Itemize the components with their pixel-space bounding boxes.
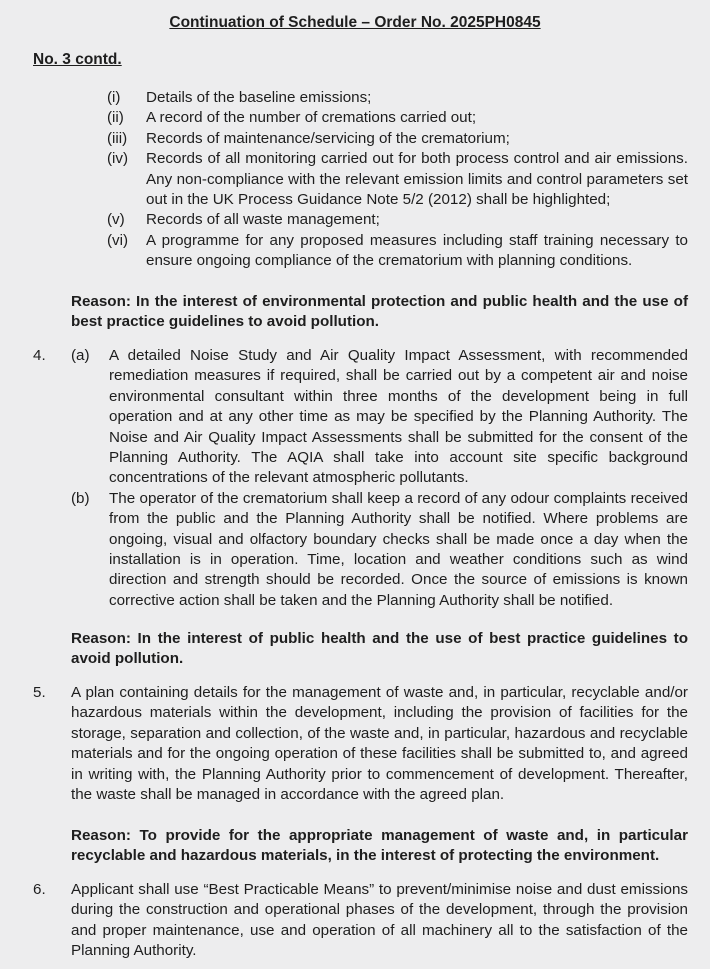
condition-5 (33, 683, 688, 805)
condition-3-reason: Reason: In the interest of environmental protection and public health and the use of best practice guidelines to avoid pollution. (71, 293, 688, 331)
condition-6-text: Applicant shall use “Best Practicable Means” to prevent/minimise noise and dust emissions during the construction and operational phases of the development, through the provision and proper maintenance, use and operation of all machinery all to the satisfaction of the Planning Authority. (71, 881, 688, 960)
list-item-text: Records of all monitoring carried out for both process control and air emissions. Any non-compliance with the relevant emission limits and control parameters set out in the UK Process Guidance Note 5/2 (2012) shall be highlighted; (146, 150, 688, 209)
condition-4-body (71, 346, 688, 611)
list-item (107, 149, 688, 210)
list-item-text: A programme for any proposed measures including staff training necessary to ensure ongoing compliance of the crematorium with planning conditions. (146, 231, 688, 270)
sub-item-text: A detailed Noise Study and Air Quality Impact Assessment, with recommended remediation measures if required, shall be carried out by a competent air and noise environmental consultant within three months of the development being in full operation and at any other time as may be specified by the Planning Authority. The Noise and Air Quality Impact Assessments shall be submitted for the consent of the Planning Authority. The AQIA shall take into account site specific background concentrations of the relevant atmospheric pollutants. (109, 347, 688, 487)
condition-4-reason: Reason: In the interest of public health and the use of best practice guidelines to avoid pollution. (71, 630, 688, 668)
condition-5-reason: Reason: To provide for the appropriate management of waste and, in particular recyclable and hazardous materials, in the interest of protecting the environment. (71, 827, 688, 865)
list-item-label: (vi) (107, 231, 129, 249)
condition-3-list (107, 88, 688, 272)
list-item (107, 210, 688, 230)
list-item (107, 129, 688, 149)
sub-item-label: (a) (71, 347, 90, 364)
list-item (107, 108, 688, 128)
list-item-text: Records of all waste management; (146, 211, 380, 229)
section-subheading: No. 3 contd. (33, 51, 122, 68)
list-item-label: (iv) (107, 150, 129, 168)
condition-number: 5. (33, 684, 46, 701)
condition-number: 4. (33, 347, 46, 364)
list-item-text: Details of the baseline emissions; (146, 89, 372, 106)
condition-4 (33, 346, 688, 611)
list-item-label: (v) (107, 211, 125, 229)
list-item-label: (iii) (107, 129, 128, 147)
page-title: Continuation of Schedule – Order No. 2025PH0845 (169, 14, 541, 31)
sub-item-label: (b) (71, 489, 90, 507)
sub-item (71, 489, 688, 611)
sub-item-text: The operator of the crematorium shall keep a record of any odour complaints received from the public and the Planning Authority shall be notified. Where problems are ongoing, visual and olfactory boundary checks shall be made once a day when the installation is in operation. Time, location and weather conditions such as wind direction and strength should be recorded. Once the source of emissions is known corrective action shall be taken and the Planning Authority shall be notified. (109, 489, 688, 609)
list-item (107, 88, 688, 108)
list-item-label: (i) (107, 89, 121, 106)
list-item-text: Records of maintenance/servicing of the crematorium; (146, 129, 510, 147)
condition-number: 6. (33, 881, 46, 898)
condition-6 (33, 880, 688, 962)
list-item (107, 231, 688, 272)
list-item-text: A record of the number of cremations carried out; (146, 109, 477, 127)
list-item-label: (ii) (107, 109, 124, 127)
sub-item (71, 346, 688, 489)
condition-5-text: A plan containing details for the management of waste and, in particular, recyclable and/or hazardous materials within the development, including the provision of facilities for the storage, separation and collection, of the waste and, in particular, hazardous and recyclable materials and for the ongoing operation of these facilities shall be submitted to, and agreed in writing with, the Planning Authority prior to commencement of development. Thereafter, the waste shall be managed in accordance with the agreed plan. (71, 684, 688, 804)
